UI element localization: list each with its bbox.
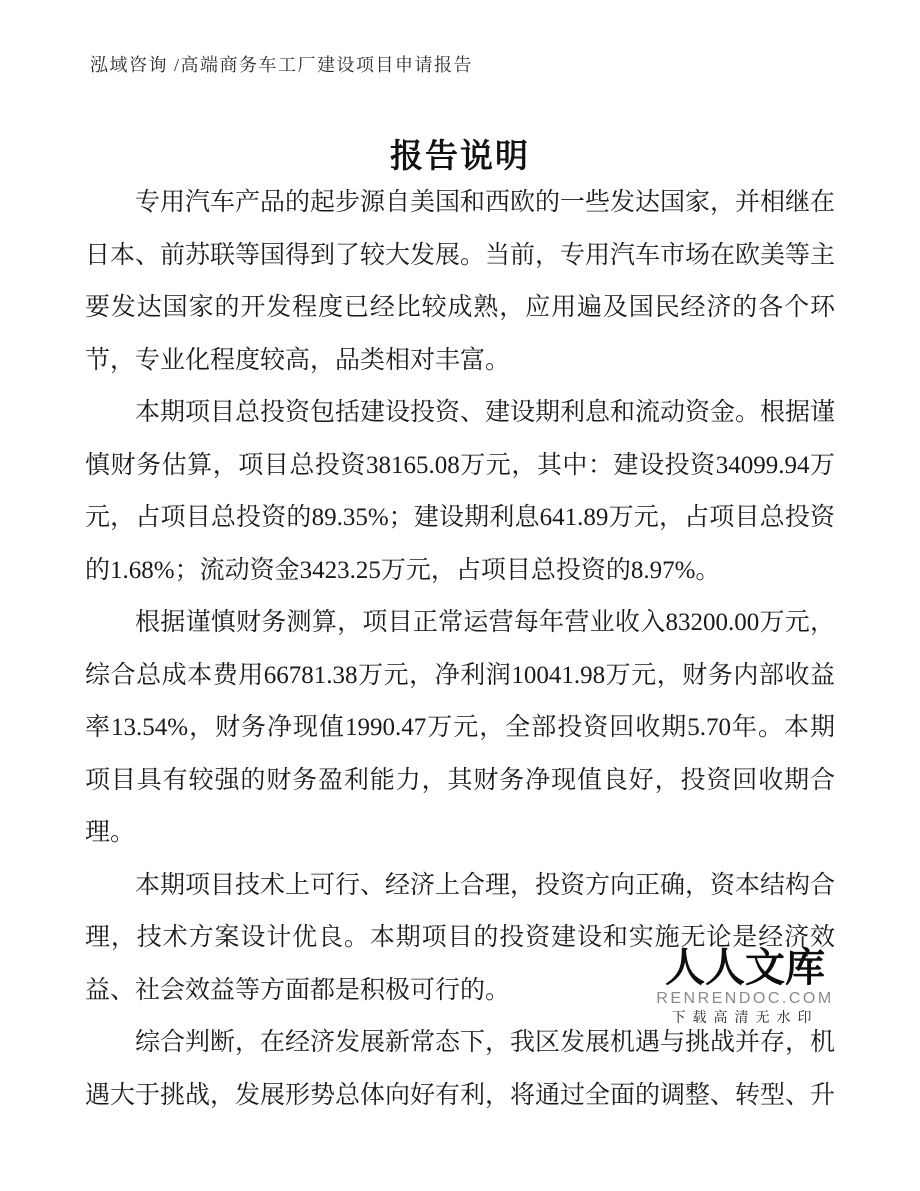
- page-header: [90, 52, 920, 78]
- watermark-domain-text: RENRENDOC.COM: [656, 990, 834, 1007]
- paragraph-overall-judgement: 综合判断，在经济发展新常态下，我区发展机遇与挑战并存，机遇大于挑战，发展形势总体向好有利，将通过全面的调整、转型、升: [85, 1029, 836, 1109]
- paragraph-total-investment: 本期项目总投资包括建设投资、建设期利息和流动资金。根据谨慎财务估算，项目总投资38165.08万元，其中：建设投资34099.94万元，占项目总投资的89.35%；建设期利息641.89万元，占项目总投资的1.68%；流动资金3423.25万元，占项目总投资的8.97%。: [85, 399, 836, 584]
- watermark-brand-logo: 人人文库: [665, 945, 825, 990]
- document-body: [85, 177, 835, 1122]
- paragraph-financial-forecast: 根据谨慎财务测算，项目正常运营每年营业收入83200.00万元，综合总成本费用66781.38万元，净利润10041.98万元，财务内部收益率13.54%，财务净现值1990.47万元，全部投资回收期5.70年。本期项目具有较强的财务盈利能力，其财务净现值良好，投资回收期合理。: [85, 609, 835, 846]
- paragraph-industry-overview: 专用汽车产品的起步源自美国和西欧的一些发达国家，并相继在日本、前苏联等国得到了较大发展。当前，专用汽车市场在欧美等主要发达国家的开发程度已经比较成熟，应用遍及国民经济的各个环节，专业化程度较高，品类相对丰富。: [85, 189, 836, 374]
- paragraph-feasibility: 本期项目技术上可行、经济上合理，投资方向正确，资本结构合理，技术方案设计优良。本期项目的投资建设和实施无论是经济效益、社会效益等方面都是积极可行的。: [85, 871, 836, 1004]
- watermark-tagline-text: 下载高清无水印: [671, 1009, 819, 1025]
- header-text: 泓域咨询 /高端商务车工厂建设项目申请报告: [90, 55, 473, 75]
- page-title: 报告说明: [390, 137, 530, 174]
